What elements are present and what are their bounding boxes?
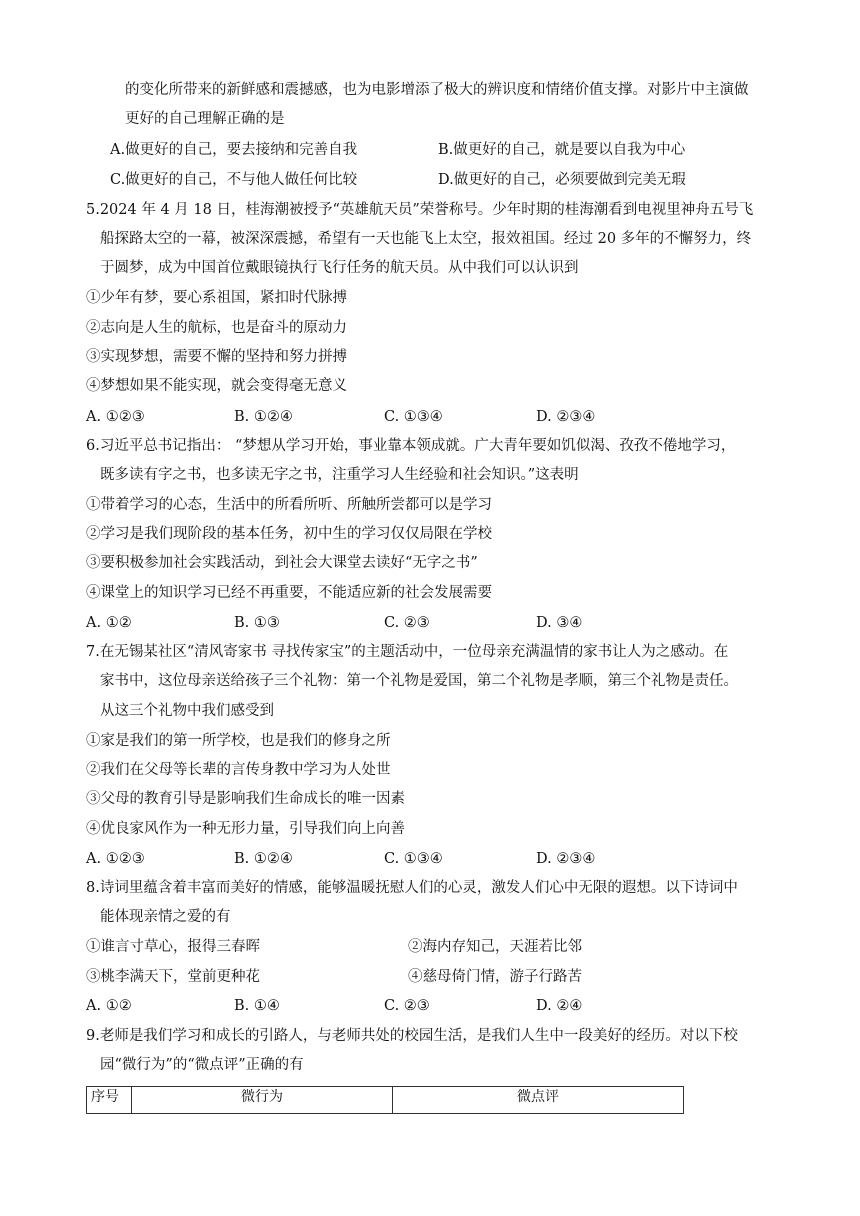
q6-statement-1: ①带着学习的心态，生活中的所看所听、所触所尝都可以是学习 xyxy=(86,497,492,513)
q9-header-comment: 微点评 xyxy=(393,1087,684,1114)
q6-stem-line-2: 既多读有字之书，也多读无字之书，注重学习人生经验和社会知识。”这表明 xyxy=(100,467,579,483)
q5-statement-1: ①少年有梦，要心系祖国，紧扣时代脉搏 xyxy=(86,290,347,306)
q5-stem-line-2: 船探路太空的一幕，被深深震撼，希望有一天也能飞上太空，报效祖国。经过 20 多年的不懈努力，终 xyxy=(100,231,752,247)
q9-table-header-row xyxy=(87,1087,684,1114)
q6-option-c: C. ②③ xyxy=(384,615,430,631)
q9-header-behavior: 微行为 xyxy=(132,1087,393,1114)
q9-stem-line-1: 9.老师是我们学习和成长的引路人，与老师共处的校园生活，是我们人生中一段美好的经历。对以下校 xyxy=(86,1028,738,1044)
q4-stem-line-2: 更好的自己理解正确的是 xyxy=(125,111,285,127)
q8-option-b: B. ①④ xyxy=(234,998,280,1014)
q8-statement-4: ④慈母倚门情，游子行路苦 xyxy=(408,969,582,985)
q5-stem-line-3: 于圆梦，成为中国首位戴眼镜执行飞行任务的航天员。从中我们可以认识到 xyxy=(100,260,579,276)
q6-option-b: B. ①③ xyxy=(234,615,280,631)
q7-stem-line-1: 7.在无锡某社区“清风寄家书 寻找传家宝”的主题活动中，一位母亲充满温情的家书让人为之感动。在 xyxy=(86,644,729,660)
q4-option-d: D.做更好的自己，必须要做到完美无瑕 xyxy=(438,172,686,188)
q8-stem-line-2: 能体现亲情之爱的有 xyxy=(100,909,231,925)
q7-statement-1: ①家是我们的第一所学校，也是我们的修身之所 xyxy=(86,733,391,749)
q9-header-index: 序号 xyxy=(87,1087,132,1114)
q6-option-d: D. ③④ xyxy=(536,615,583,631)
q8-option-a: A. ①② xyxy=(86,998,132,1014)
q9-stem-line-2: 园“微行为”的“微点评”正确的有 xyxy=(100,1057,304,1073)
q7-option-a: A. ①②③ xyxy=(86,851,145,867)
q6-statement-4: ④课堂上的知识学习已经不再重要，不能适应新的社会发展需要 xyxy=(86,585,492,601)
q5-statement-3: ③实现梦想，需要不懈的坚持和努力拼搏 xyxy=(86,349,347,365)
q5-option-a: A. ①②③ xyxy=(86,409,145,425)
q7-stem-line-2: 家书中，这位母亲送给孩子三个礼物：第一个礼物是爱国，第二个礼物是孝顺，第三个礼物是责任。 xyxy=(100,673,738,689)
q8-statement-1: ①谁言寸草心，报得三春晖 xyxy=(86,939,260,955)
q5-option-d: D. ②③④ xyxy=(536,409,596,425)
q7-statement-2: ②我们在父母等长辈的言传身教中学习为人处世 xyxy=(86,762,391,778)
q7-option-d: D. ②③④ xyxy=(536,851,596,867)
q6-statement-3: ③要积极参加社会实践活动，到社会大课堂去读好“无字之书” xyxy=(86,555,478,571)
q5-stem-line-1: 5.2024 年 4 月 18 日，桂海潮被授予“英雄航天员”荣誉称号。少年时期的桂海潮看到电视里神舟五号飞 xyxy=(86,202,754,218)
q5-statement-2: ②志向是人生的航标，也是奋斗的原动力 xyxy=(86,320,347,336)
q7-option-b: B. ①②④ xyxy=(234,851,293,867)
q9-table xyxy=(86,1086,684,1114)
q8-option-c: C. ②③ xyxy=(384,998,430,1014)
q8-option-d: D. ②④ xyxy=(536,998,583,1014)
q7-statement-3: ③父母的教育引导是影响我们生命成长的唯一因素 xyxy=(86,791,405,807)
q8-statement-2: ②海内存知己，天涯若比邻 xyxy=(408,939,582,955)
q6-stem-line-1: 6.习近平总书记指出： “梦想从学习开始，事业靠本领成就。广大青年要如饥似渴、孜孜不倦地学习， xyxy=(86,438,736,454)
q4-option-a: A.做更好的自己，要去接纳和完善自我 xyxy=(110,142,358,158)
q8-statement-3: ③桃李满天下，堂前更种花 xyxy=(86,969,260,985)
q7-statement-4: ④优良家风作为一种无形力量，引导我们向上向善 xyxy=(86,821,405,837)
q4-option-c: C.做更好的自己，不与他人做任何比较 xyxy=(110,172,358,188)
q4-option-b: B.做更好的自己，就是要以自我为中心 xyxy=(438,142,686,158)
q7-stem-line-3: 从这三个礼物中我们感受到 xyxy=(100,703,274,719)
q5-statement-4: ④梦想如果不能实现，就会变得毫无意义 xyxy=(86,378,347,394)
q8-stem-line-1: 8.诗词里蕴含着丰富而美好的情感，能够温暖抚慰人们的心灵，激发人们心中无限的遐想。以下诗词中 xyxy=(86,880,738,896)
q5-option-c: C. ①③④ xyxy=(384,409,443,425)
q5-option-b: B. ①②④ xyxy=(234,409,293,425)
q4-stem-line-1: 的变化所带来的新鲜感和震撼感，也为电影增添了极大的辨识度和情绪价值支撑。对影片中主演做 xyxy=(125,82,749,98)
q6-statement-2: ②学习是我们现阶段的基本任务，初中生的学习仅仅局限在学校 xyxy=(86,526,492,542)
q6-option-a: A. ①② xyxy=(86,615,132,631)
q7-option-c: C. ①③④ xyxy=(384,851,443,867)
